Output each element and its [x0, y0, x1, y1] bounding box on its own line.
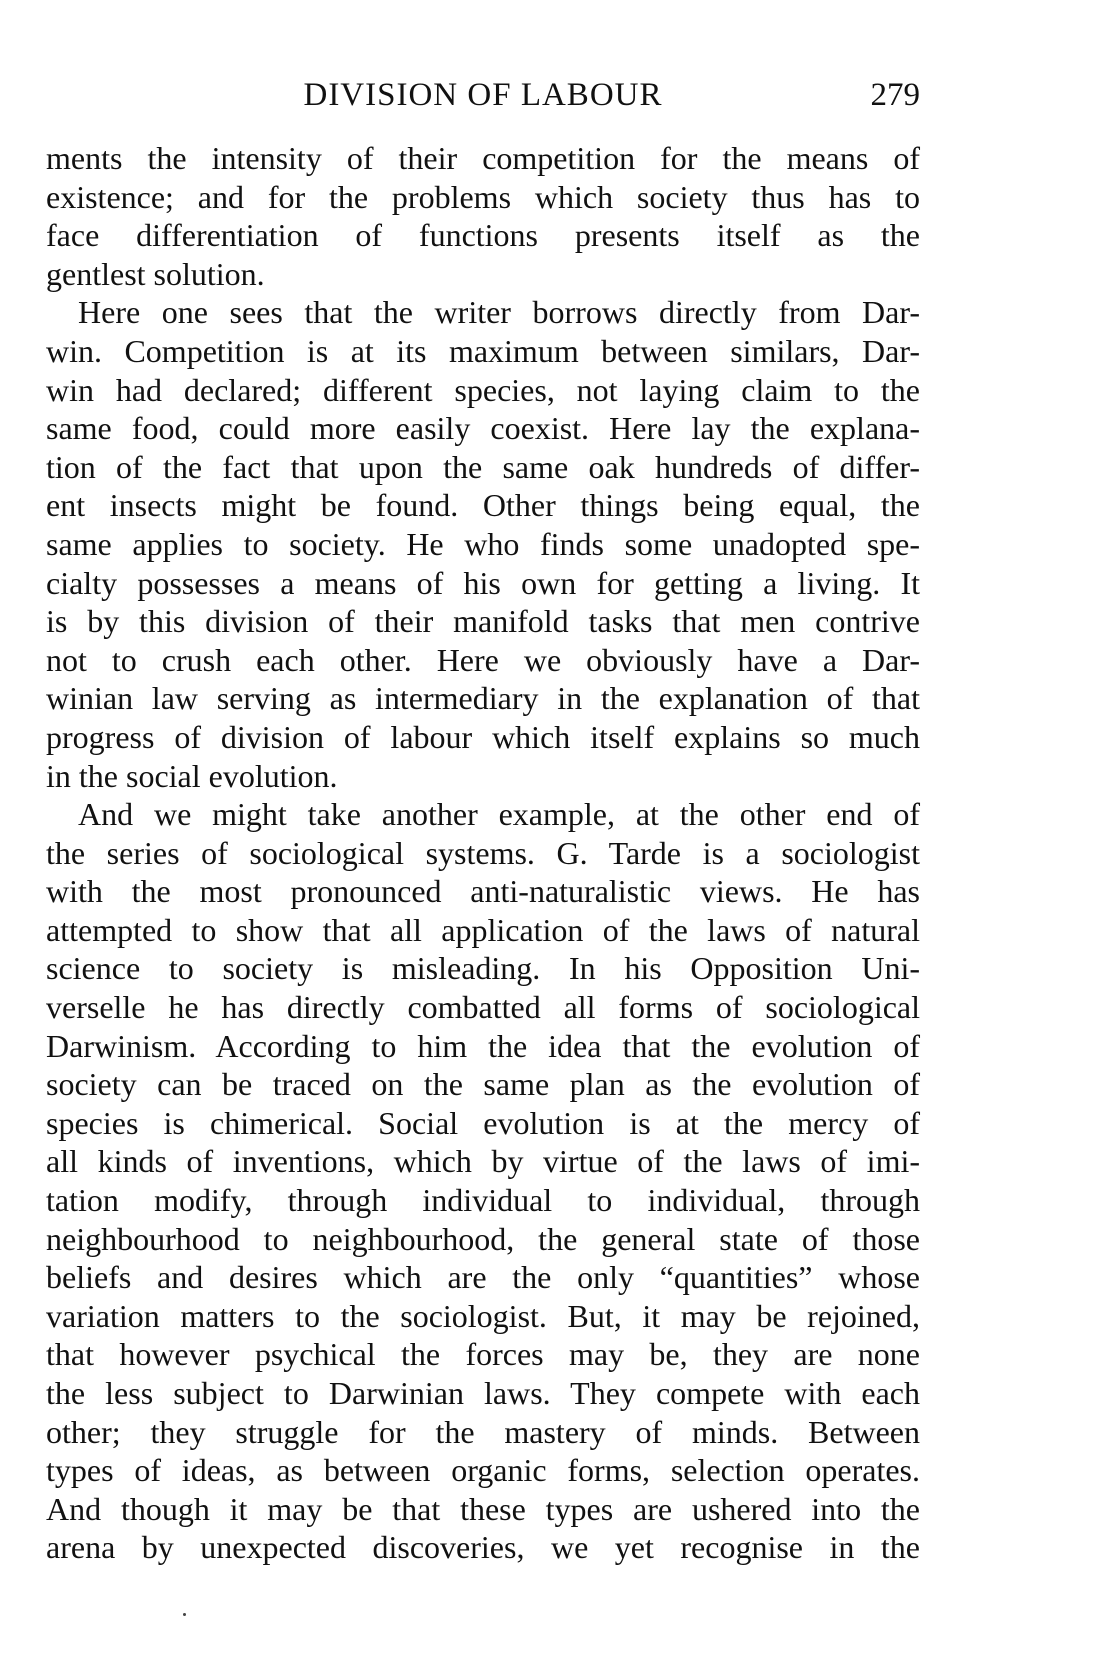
- ink-speck: [183, 1613, 186, 1616]
- text-line: beliefs and desires which are the only “quantities” whose: [46, 1259, 920, 1296]
- text-line: in the social evolution.: [46, 757, 338, 794]
- text-line: gentlest solution.: [46, 255, 265, 292]
- paragraph-3: [46, 795, 920, 1567]
- text-line: progress of division of labour which itself explains so much: [46, 718, 920, 755]
- text-line: society can be traced on the same plan as the evolution of: [46, 1066, 920, 1103]
- text-line: winian law serving as intermediary in the explanation of that: [46, 680, 920, 717]
- text-line: face differentiation of functions presents itself as the: [46, 217, 920, 254]
- text-line: Darwinism. According to him the idea that the evolution of: [46, 1027, 920, 1064]
- text-line: neighbourhood to neighbourhood, the general state of those: [46, 1220, 920, 1257]
- body-text: [46, 139, 920, 1567]
- paragraph-2: [46, 293, 920, 795]
- text-line: cialty possesses a means of his own for getting a living. It: [46, 564, 920, 601]
- text-line: ent insects might be found. Other things being equal, the: [46, 487, 920, 524]
- text-line: win. Competition is at its maximum between similars, Dar-: [46, 332, 920, 369]
- text-line: same food, could more easily coexist. Here lay the explana-: [46, 410, 920, 447]
- text-line: same applies to society. He who finds some unadopted spe-: [46, 525, 920, 562]
- text-line: science to society is misleading. In his Opposition Uni-: [46, 950, 920, 987]
- text-line: verselle he has directly combatted all forms of sociological: [46, 989, 920, 1026]
- text-line: existence; and for the problems which society thus has to: [46, 178, 920, 215]
- text-line: tion of the fact that upon the same oak hundreds of differ-: [46, 448, 920, 485]
- chapter-title: DIVISION OF LABOUR: [303, 77, 663, 113]
- paragraph-1: [46, 139, 920, 293]
- text-line: with the most pronounced anti-naturalistic views. He has: [46, 873, 920, 910]
- text-line: ments the intensity of their competition for the means of: [46, 140, 920, 176]
- text-line: variation matters to the sociologist. But, it may be rejoined,: [46, 1297, 920, 1334]
- running-header: [46, 72, 920, 118]
- page-number: 279: [870, 77, 920, 113]
- text-line: the less subject to Darwinian laws. They compete with each: [46, 1375, 920, 1411]
- text-line: not to crush each other. Here we obviously have a Dar-: [46, 641, 920, 678]
- text-line: And though it may be that these types are ushered into the: [46, 1490, 920, 1527]
- text-line: the series of sociological systems. G. Tarde is a sociologist: [46, 834, 920, 871]
- text-line: And we might take another example, at the other end of: [78, 796, 920, 833]
- text-line: species is chimerical. Social evolution is at the mercy of: [46, 1104, 920, 1141]
- text-line: other; they struggle for the mastery of minds. Between: [46, 1413, 920, 1450]
- text-line: is by this division of their manifold tasks that men contrive: [46, 603, 920, 640]
- text-line: all kinds of inventions, which by virtue of the laws of imi-: [46, 1143, 920, 1180]
- text-line: tation modify, through individual to individual, through: [46, 1182, 920, 1219]
- text-line: that however psychical the forces may be, they are none: [46, 1336, 920, 1373]
- text-line: win had declared; different species, not laying claim to the: [46, 371, 920, 408]
- text-line: arena by unexpected discoveries, we yet recognise in the: [46, 1529, 920, 1566]
- text-line: attempted to show that all application of the laws of natural: [46, 911, 920, 948]
- text-line: types of ideas, as between organic forms, selection operates.: [46, 1452, 920, 1489]
- text-line: Here one sees that the writer borrows directly from Dar-: [78, 294, 920, 331]
